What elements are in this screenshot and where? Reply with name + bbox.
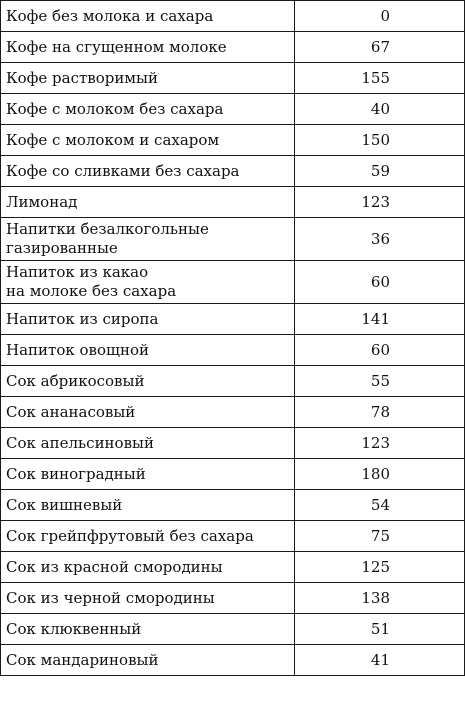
row-value: 36 [295,218,465,261]
table-row [1,397,465,428]
row-name: Напиток из какао на молоке без сахара [1,261,295,304]
table-row [1,552,465,583]
row-name: Кофе с молоком без сахара [1,94,295,125]
row-name: Кофе на сгущенном молоке [1,32,295,63]
row-value: 67 [295,32,465,63]
row-value: 125 [295,552,465,583]
row-value: 60 [295,261,465,304]
row-name: Напиток овощной [1,335,295,366]
row-value: 155 [295,63,465,94]
table-row [1,583,465,614]
table-row [1,187,465,218]
table-body [1,1,465,676]
row-name: Кофе со сливками без сахара [1,156,295,187]
table-row [1,428,465,459]
table-row [1,304,465,335]
row-value: 41 [295,645,465,676]
row-name: Сок клюквенный [1,614,295,645]
row-name: Напиток из сиропа [1,304,295,335]
row-name: Сок ананасовый [1,397,295,428]
row-value: 123 [295,428,465,459]
row-value: 40 [295,94,465,125]
row-name: Сок абрикосовый [1,366,295,397]
row-value: 150 [295,125,465,156]
table-row [1,521,465,552]
row-name: Сок апельсиновый [1,428,295,459]
table-row [1,94,465,125]
row-name: Сок из красной смородины [1,552,295,583]
table-row [1,156,465,187]
row-value: 141 [295,304,465,335]
table-row [1,125,465,156]
row-name: Сок грейпфрутовый без сахара [1,521,295,552]
row-value: 0 [295,1,465,32]
row-value: 55 [295,366,465,397]
row-value: 75 [295,521,465,552]
row-value: 123 [295,187,465,218]
table-row [1,32,465,63]
table-row [1,490,465,521]
row-value: 59 [295,156,465,187]
row-name: Напитки безалкогольные газированные [1,218,295,261]
table-row [1,261,465,304]
row-value: 138 [295,583,465,614]
table-row [1,366,465,397]
table-row [1,218,465,261]
row-name: Кофе растворимый [1,63,295,94]
row-name: Сок мандариновый [1,645,295,676]
table-row [1,63,465,94]
row-value: 51 [295,614,465,645]
table-row [1,459,465,490]
row-name: Сок виноградный [1,459,295,490]
row-value: 54 [295,490,465,521]
row-value: 180 [295,459,465,490]
table-row [1,614,465,645]
row-name: Лимонад [1,187,295,218]
row-name: Кофе без молока и сахара [1,1,295,32]
row-value: 78 [295,397,465,428]
row-name: Сок вишневый [1,490,295,521]
table-row [1,335,465,366]
row-value: 60 [295,335,465,366]
row-name: Сок из черной смородины [1,583,295,614]
table-row [1,1,465,32]
row-name: Кофе с молоком и сахаром [1,125,295,156]
table-row [1,645,465,676]
